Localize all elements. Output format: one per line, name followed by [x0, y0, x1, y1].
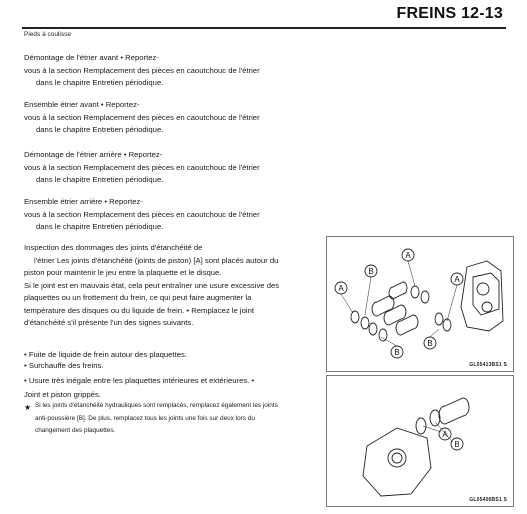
- seal-ring: [435, 313, 443, 325]
- seal-ring: [369, 323, 377, 335]
- instruction-rear-caliper-assembly: Ensemble étrier arrière • Reportez- vous à la section Remplacement des pièces en caoutchouc de l'étrier dans le chapitre Entretien périodique.: [24, 197, 260, 231]
- piston: [384, 305, 406, 325]
- caliper-seal-figure: [326, 375, 514, 507]
- callout-label: A: [454, 275, 460, 284]
- seal-ring: [421, 291, 429, 303]
- callout-label: B: [427, 339, 433, 348]
- caliper-bore: [388, 449, 406, 467]
- figure-code: GL05413BS1 S: [469, 362, 507, 368]
- caliper-body: [461, 261, 503, 331]
- piston: [389, 282, 407, 299]
- bullet-seized-piston: Joint et piston grippés.: [24, 390, 101, 399]
- bullet-overheating: • Surchauffe des freins.: [24, 361, 104, 370]
- seal-ring: [416, 418, 426, 434]
- piston: [396, 315, 418, 335]
- callout-label: A: [442, 430, 448, 439]
- note-star-icon: ★: [24, 403, 32, 412]
- caliper-exploded-figure: [326, 236, 514, 372]
- callout-label: A: [338, 284, 344, 293]
- seal-ring: [430, 410, 440, 426]
- header-divider: [22, 27, 506, 29]
- page-title: FREINS 12-13: [396, 5, 503, 22]
- figure-code: GL05406BS1 S: [469, 497, 507, 503]
- instruction-front-caliper-assembly: Ensemble étrier avant • Reportez- vous à la section Remplacement des pièces en caoutchouc de l'étrier dans le chapitre Entretien périodique.: [24, 100, 260, 134]
- seal-ring: [411, 286, 419, 298]
- piston: [372, 296, 394, 316]
- seal-ring: [351, 311, 359, 323]
- caliper-body: [363, 428, 431, 496]
- piston: [439, 398, 469, 424]
- note-paragraph: Si les joints d'étanchéité hydrauliques sont remplacés, remplacez également les joints anti-poussière [B]. De plus, remplacez tous les joints une fois sur deux lors du changement des plaquettes.: [35, 402, 278, 435]
- callout-label: A: [405, 251, 411, 260]
- seal-ring: [361, 317, 369, 329]
- inspection-paragraph: Inspection des dommages des joints d'étanchéité de l'étrier Les joints d'étanchéité (joints de piston) [A] sont placés autour du piston pour maintenir le jeu entre la plaquette et le disque. Si le joint est en mauvais état, cela peut entraîner une usure excessive des plaquettes ou un frottement du frein, ce qui peut faire augmenter la température des disques ou du liquide de frein. • Remplacez le joint d'étanchéité s'il présente l'un des signes suivants.: [24, 243, 280, 327]
- callout-label: B: [368, 267, 374, 276]
- caliper-bore: [477, 283, 489, 295]
- instruction-front-caliper-removal: Démontage de l'étrier avant • Reportez- vous à la section Remplacement des pièces en caoutchouc de l'étrier dans le chapitre Entretien périodique.: [24, 53, 260, 87]
- seal-ring: [379, 329, 387, 341]
- callout-label: B: [394, 348, 400, 357]
- bullet-uneven-wear: • Usure très inégale entre les plaquettes intérieures et extérieures. •: [24, 376, 255, 385]
- callout-label: B: [454, 440, 460, 449]
- caliper-bore: [482, 302, 492, 312]
- instruction-rear-caliper-removal: Démontage de l'étrier arrière • Reportez- vous à la section Remplacement des pièces en caoutchouc de l'étrier dans le chapitre Entretien périodique.: [24, 150, 260, 184]
- section-label: Pieds à coulisse: [24, 31, 71, 38]
- bullet-fluid-leak: • Fuite de liquide de frein autour des plaquettes.: [24, 350, 187, 359]
- caliper-exploded-drawing: [327, 237, 513, 371]
- caliper-seal-drawing: [327, 376, 513, 506]
